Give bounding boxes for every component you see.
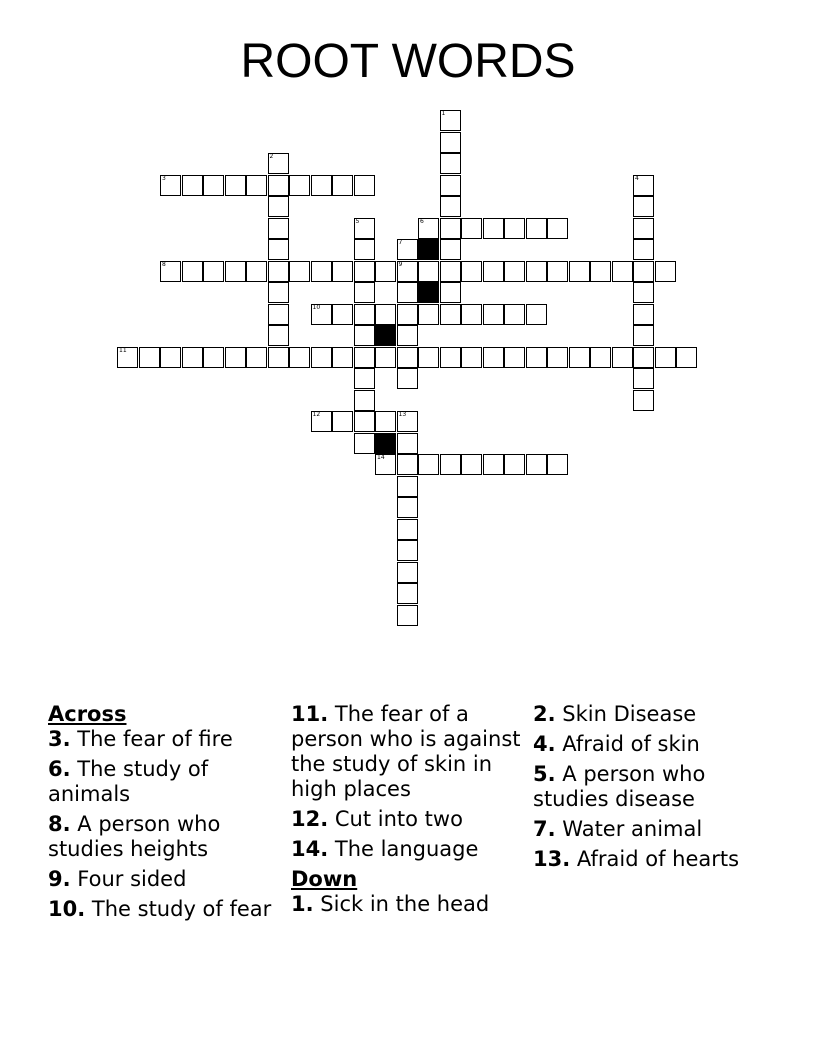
grid-cell[interactable] <box>397 519 418 540</box>
clue-text: Cut into two <box>334 807 463 831</box>
clue-number: 3. <box>48 727 71 751</box>
clue-number: 14. <box>291 837 329 861</box>
grid-cell[interactable] <box>633 239 654 260</box>
grid-cell[interactable] <box>354 175 375 196</box>
clue-number: 5. <box>533 762 556 786</box>
clue-number: 4. <box>533 732 556 756</box>
grid-cell[interactable] <box>268 261 289 282</box>
clue-across-9 <box>48 867 278 892</box>
grid-cell[interactable] <box>225 261 246 282</box>
clue-number-label: 5 <box>355 217 360 225</box>
grid-cell[interactable] <box>311 304 332 325</box>
grid-cell[interactable] <box>633 196 654 217</box>
grid-cell[interactable] <box>676 347 697 368</box>
grid-cell[interactable] <box>440 153 461 174</box>
grid-cell[interactable] <box>440 282 461 303</box>
grid-cell[interactable] <box>117 347 138 368</box>
grid-cell[interactable] <box>612 347 633 368</box>
clue-text: A person who studies heights <box>48 812 221 861</box>
clue-number: 2. <box>533 702 556 726</box>
clue-down-2 <box>533 702 763 727</box>
clue-number: 8. <box>48 812 71 836</box>
grid-cell[interactable] <box>526 261 547 282</box>
clue-number-label: 12 <box>312 411 321 418</box>
down-heading: Down <box>291 867 358 891</box>
clue-number: 11. <box>291 702 329 726</box>
clue-number-label: 3 <box>162 174 166 182</box>
clue-number-label: 1 <box>441 110 446 117</box>
grid-cell[interactable] <box>440 132 461 153</box>
grid-cell[interactable] <box>504 218 525 239</box>
grid-cell[interactable] <box>633 325 654 346</box>
grid-cell[interactable] <box>375 454 396 475</box>
grid-cell[interactable] <box>418 218 439 239</box>
clue-number-label: 10 <box>312 303 321 311</box>
grid-cell[interactable] <box>483 261 504 282</box>
clue-down-5 <box>533 762 763 812</box>
clue-text: The language <box>334 837 479 861</box>
grid-cell[interactable] <box>461 454 482 475</box>
grid-cell[interactable] <box>354 261 375 282</box>
grid-cell[interactable] <box>354 282 375 303</box>
grid-cell[interactable] <box>547 347 568 368</box>
grid-cell[interactable] <box>440 454 461 475</box>
clues-column-3 <box>533 702 763 877</box>
clue-number-label: 14 <box>377 454 385 461</box>
grid-cell[interactable] <box>375 304 396 325</box>
grid-cell[interactable] <box>268 175 289 196</box>
grid-cell[interactable] <box>397 562 418 583</box>
black-cell <box>375 433 396 454</box>
clue-text: The fear of fire <box>77 727 233 751</box>
grid-cell[interactable] <box>504 454 525 475</box>
grid-cell[interactable] <box>289 175 310 196</box>
grid-cell[interactable] <box>526 218 547 239</box>
grid-cell[interactable] <box>311 411 332 432</box>
grid-cell[interactable] <box>569 347 590 368</box>
clue-across-11 <box>291 702 523 802</box>
grid-cell[interactable] <box>633 282 654 303</box>
grid-cell[interactable] <box>655 261 676 282</box>
grid-cell[interactable] <box>504 261 525 282</box>
grid-cell[interactable] <box>504 347 525 368</box>
clues-column-2 <box>291 702 523 922</box>
grid-cell[interactable] <box>526 304 547 325</box>
grid-cell[interactable] <box>655 347 676 368</box>
grid-cell[interactable] <box>633 390 654 411</box>
grid-cell[interactable] <box>203 261 224 282</box>
clue-number-label: 11 <box>119 346 127 354</box>
grid-cell[interactable] <box>332 261 353 282</box>
grid-cell[interactable] <box>440 261 461 282</box>
grid-cell[interactable] <box>418 347 439 368</box>
grid-cell[interactable] <box>354 411 375 432</box>
grid-cell[interactable] <box>225 175 246 196</box>
grid-cell[interactable] <box>311 347 332 368</box>
clue-across-8 <box>48 812 278 862</box>
grid-cell[interactable] <box>354 218 375 239</box>
grid-cell[interactable] <box>418 261 439 282</box>
clue-number-label: 8 <box>162 260 166 268</box>
grid-cell[interactable] <box>160 175 181 196</box>
clue-down-4 <box>533 732 763 757</box>
grid-cell[interactable] <box>246 347 267 368</box>
clue-down-13 <box>533 847 763 872</box>
grid-cell[interactable] <box>418 454 439 475</box>
grid-cell[interactable] <box>268 325 289 346</box>
grid-cell[interactable] <box>483 218 504 239</box>
grid-cell[interactable] <box>397 347 418 368</box>
clue-number: 9. <box>48 867 71 891</box>
clue-across-10 <box>48 897 278 922</box>
grid-cell[interactable] <box>461 347 482 368</box>
across-heading: Across <box>48 702 127 726</box>
grid-cell[interactable] <box>160 261 181 282</box>
grid-cell[interactable] <box>397 282 418 303</box>
grid-cell[interactable] <box>397 540 418 561</box>
clue-text: A person who studies disease <box>533 762 706 811</box>
puzzle-title: ROOT WORDS <box>240 35 576 88</box>
grid-cell[interactable] <box>526 454 547 475</box>
clue-text: Four sided <box>77 867 187 891</box>
clue-text: The fear of a person who is against the study of skin in high places <box>291 702 521 801</box>
grid-cell[interactable] <box>311 175 332 196</box>
grid-cell[interactable] <box>418 304 439 325</box>
grid-cell[interactable] <box>397 605 418 626</box>
clue-number-label: 2 <box>269 153 274 160</box>
clue-text: The study of fear <box>91 897 272 921</box>
grid-cell[interactable] <box>139 347 160 368</box>
grid-cell[interactable] <box>375 411 396 432</box>
clue-text: Sick in the head <box>320 892 490 916</box>
black-cell <box>418 282 439 303</box>
clue-number: 10. <box>48 897 86 921</box>
grid-cell[interactable] <box>160 347 181 368</box>
grid-cell[interactable] <box>397 497 418 518</box>
grid-cell[interactable] <box>182 347 203 368</box>
grid-cell[interactable] <box>547 454 568 475</box>
grid-cell[interactable] <box>483 304 504 325</box>
grid-cell[interactable] <box>547 261 568 282</box>
grid-cell[interactable] <box>203 347 224 368</box>
grid-cell[interactable] <box>483 347 504 368</box>
grid-cell[interactable] <box>440 175 461 196</box>
grid-cell[interactable] <box>203 175 224 196</box>
clue-number: 12. <box>291 807 329 831</box>
grid-cell[interactable] <box>182 175 203 196</box>
grid-cell[interactable] <box>397 476 418 497</box>
black-cell <box>375 325 396 346</box>
grid-cell[interactable] <box>332 347 353 368</box>
grid-cell[interactable] <box>612 261 633 282</box>
grid-cell[interactable] <box>246 175 267 196</box>
grid-cell[interactable] <box>332 411 353 432</box>
grid-cell[interactable] <box>354 390 375 411</box>
grid-cell[interactable] <box>268 218 289 239</box>
grid-cell[interactable] <box>397 325 418 346</box>
grid-cell[interactable] <box>569 261 590 282</box>
grid-cell[interactable] <box>633 347 654 368</box>
grid-cell[interactable] <box>246 261 267 282</box>
grid-cell[interactable] <box>375 347 396 368</box>
grid-cell[interactable] <box>268 304 289 325</box>
clue-down-7 <box>533 817 763 842</box>
grid-cell[interactable] <box>354 433 375 454</box>
grid-cell[interactable] <box>225 347 246 368</box>
clue-text: Afraid of hearts <box>576 847 740 871</box>
clue-down-1 <box>291 892 523 917</box>
grid-cell[interactable] <box>440 347 461 368</box>
grid-cell[interactable] <box>440 218 461 239</box>
grid-cell[interactable] <box>182 261 203 282</box>
clue-number-label: 9 <box>398 260 403 268</box>
black-cell <box>418 239 439 260</box>
clue-number-label: 6 <box>420 217 424 225</box>
clue-number: 6. <box>48 757 71 781</box>
grid-cell[interactable] <box>397 239 418 260</box>
grid-cell[interactable] <box>633 304 654 325</box>
grid-cell[interactable] <box>332 175 353 196</box>
grid-cell[interactable] <box>440 110 461 131</box>
grid-cell[interactable] <box>440 304 461 325</box>
grid-cell[interactable] <box>268 347 289 368</box>
clue-text: Afraid of skin <box>562 732 700 756</box>
grid-cell[interactable] <box>354 304 375 325</box>
grid-cell[interactable] <box>440 196 461 217</box>
grid-cell[interactable] <box>268 153 289 174</box>
grid-cell[interactable] <box>354 347 375 368</box>
clue-text: The study of animals <box>48 757 209 806</box>
grid-cell[interactable] <box>397 454 418 475</box>
clue-number: 1. <box>291 892 314 916</box>
grid-cell[interactable] <box>354 239 375 260</box>
clue-across-14 <box>291 837 523 862</box>
grid-cell[interactable] <box>397 368 418 389</box>
grid-cell[interactable] <box>268 196 289 217</box>
clue-number: 7. <box>533 817 556 841</box>
clue-number: 13. <box>533 847 571 871</box>
grid-cell[interactable] <box>397 261 418 282</box>
grid-cell[interactable] <box>440 239 461 260</box>
grid-cell[interactable] <box>289 347 310 368</box>
grid-cell[interactable] <box>397 411 418 432</box>
clue-across-3 <box>48 727 278 752</box>
grid-cell[interactable] <box>633 175 654 196</box>
clue-across-6 <box>48 757 278 807</box>
clues-column-1 <box>48 702 278 927</box>
grid-cell[interactable] <box>397 583 418 604</box>
grid-cell[interactable] <box>590 347 611 368</box>
grid-cell[interactable] <box>633 368 654 389</box>
grid-cell[interactable] <box>461 304 482 325</box>
grid-cell[interactable] <box>375 261 396 282</box>
grid-cell[interactable] <box>547 218 568 239</box>
grid-cell[interactable] <box>354 368 375 389</box>
grid-cell[interactable] <box>590 261 611 282</box>
grid-cell[interactable] <box>633 261 654 282</box>
grid-cell[interactable] <box>461 261 482 282</box>
grid-cell[interactable] <box>332 304 353 325</box>
grid-cell[interactable] <box>504 304 525 325</box>
grid-cell[interactable] <box>268 282 289 303</box>
clue-across-12 <box>291 807 523 832</box>
clue-number-label: 7 <box>398 239 403 246</box>
grid-cell[interactable] <box>311 261 332 282</box>
grid-cell[interactable] <box>397 304 418 325</box>
grid-cell[interactable] <box>354 325 375 346</box>
clue-text: Skin Disease <box>562 702 697 726</box>
clue-number-label: 13 <box>398 411 407 418</box>
clue-text: Water animal <box>562 817 703 841</box>
grid-cell[interactable] <box>526 347 547 368</box>
grid-cell[interactable] <box>461 218 482 239</box>
grid-cell[interactable] <box>397 433 418 454</box>
clue-number-label: 4 <box>635 174 639 182</box>
grid-cell[interactable] <box>483 454 504 475</box>
grid-cell[interactable] <box>633 218 654 239</box>
grid-cell[interactable] <box>289 261 310 282</box>
grid-cell[interactable] <box>268 239 289 260</box>
